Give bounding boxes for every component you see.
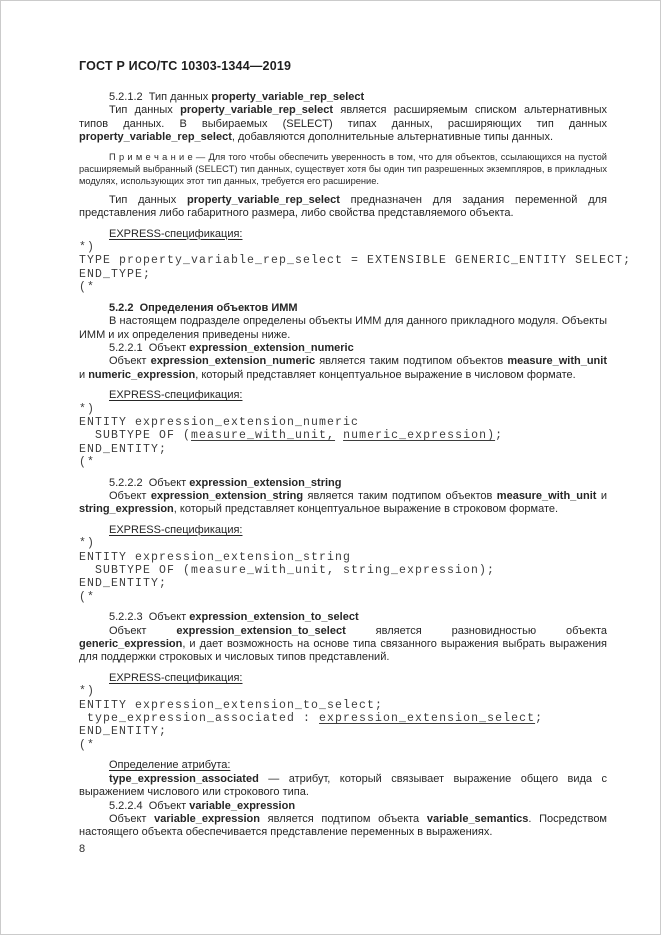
text-run: Определение атрибута:: [109, 759, 231, 772]
text-run: EXPRESS-спецификация:: [109, 227, 243, 240]
section-heading-5-2-1-2: [79, 91, 607, 104]
text-run: [335, 429, 343, 442]
text-run: В настоящем подразделе определены объекты ИММ для данного прикладного модуля. Объекты ИММ и их определения приведены ниже.: [79, 315, 607, 341]
text-run: EXPRESS-спецификация:: [109, 523, 243, 536]
text-run: expression_extension_numeric: [150, 355, 316, 368]
text-run: 5.2.2.1 Объект: [109, 341, 190, 354]
express-spec-label: [79, 672, 607, 685]
express-code-line: [79, 564, 607, 577]
text-run: (*: [79, 590, 96, 604]
text-run: SUBTYPE OF (measure_with_unit, string_expression);: [79, 564, 496, 577]
text-run: ;: [535, 712, 544, 726]
text-run: ;: [495, 429, 504, 443]
text-run: (*: [79, 281, 96, 295]
text-run: measure_with_unit: [496, 489, 597, 502]
express-code-line: [79, 429, 607, 442]
paragraph: [79, 355, 607, 382]
text-run: является расширяемым списком альтернативных типов данных. В выбираемых (SELECT) типах данных, расширяющих тип данных: [79, 104, 608, 130]
attribute-definition-label: [79, 759, 607, 772]
express-code-line: [79, 699, 607, 712]
text-run: property_variable_rep_select: [211, 91, 365, 103]
text-run: numeric_expression: [88, 368, 196, 381]
text-run: — атрибут, который связывает выражение общего вида с выражением числового или строкового типа.: [79, 772, 607, 799]
text-run: expression_extension_to_select: [176, 624, 346, 637]
express-spec-label: [79, 524, 607, 537]
text-run: string_expression: [79, 503, 174, 516]
express-code-line: [79, 416, 607, 429]
express-code-block: [79, 537, 607, 604]
text-run: , и дает возможность на основе типа связанного выражения выбрать выражения для поддержки строковых и числовых типов представлений.: [79, 638, 607, 664]
text-run: expression_extension_string: [150, 489, 304, 502]
express-code-block: [79, 241, 632, 295]
text-run: *): [79, 537, 96, 551]
text-run: EXPRESS-спецификация:: [109, 671, 243, 684]
text-run: END_ENTITY;: [79, 442, 168, 456]
text-run: generic_expression: [79, 638, 183, 651]
page-number: 8: [79, 843, 86, 855]
text-run: , который представляет концептуальное выражение в числовом формате.: [195, 368, 576, 381]
express-code-line: [79, 577, 607, 590]
text-run: Объект: [109, 489, 151, 502]
text-run: END_TYPE;: [79, 267, 152, 281]
express-code-line: [79, 456, 607, 469]
text-run: expression_extension_string: [189, 476, 342, 489]
text-run: предназначен для задания переменной для представления либо габаритного размера, либо свойства представляемого объекта.: [79, 193, 607, 220]
text-run: *): [79, 685, 96, 699]
text-run: ENTITY expression_extension_to_select;: [79, 698, 384, 712]
text-run: 5.2.2 Определения объектов ИММ: [109, 301, 298, 314]
text-run: END_ENTITY;: [79, 725, 168, 739]
express-spec-label: [79, 228, 607, 241]
text-run: является разновидностью объекта: [345, 624, 607, 637]
text-run: measure_with_unit,: [191, 429, 336, 443]
paragraph: [79, 194, 607, 221]
express-spec-label: [79, 389, 607, 402]
text-run: . Посредством настоящего объекта обеспечивается представление переменных в выражениях.: [79, 812, 607, 839]
text-run: variable_expression: [154, 812, 260, 825]
section-heading-5-2-2-2: [79, 477, 607, 490]
text-run: ENTITY expression_extension_string: [79, 550, 352, 564]
text-run: expression_extension_numeric: [189, 341, 354, 354]
text-run: type_expression_associated :: [79, 712, 320, 726]
section-heading-5-2-2-1: [79, 342, 607, 355]
text-run: Объект: [109, 624, 177, 637]
express-code-line: [79, 403, 607, 416]
express-code-line: [79, 241, 607, 254]
text-run: Объект: [109, 355, 151, 368]
express-code-line: [79, 268, 607, 281]
text-run: variable_semantics: [426, 812, 529, 825]
paragraph: [79, 813, 607, 840]
document-content: [79, 91, 632, 840]
express-code-line: [79, 551, 607, 564]
text-run: (*: [79, 456, 96, 470]
express-code-line: [79, 254, 632, 268]
text-run: SUBTYPE OF (: [79, 429, 192, 443]
text-run: property_variable_rep_select: [79, 131, 232, 144]
text-run: variable_expression: [189, 799, 296, 812]
section-heading-5-2-2-3: [79, 611, 607, 624]
paragraph: [79, 625, 607, 665]
paragraph: [79, 315, 607, 342]
text-run: numeric_expression): [343, 429, 496, 443]
text-run: property_variable_rep_select: [187, 193, 340, 206]
text-run: 5.2.2.4 Объект: [109, 799, 190, 812]
text-run: TYPE property_variable_rep_select = EXTENSIBLE GENERIC_ENTITY SELECT;: [79, 254, 632, 268]
express-code-line: [79, 725, 607, 738]
text-run: , добавляются дополнительные альтернативные типы данных.: [231, 131, 554, 144]
text-run: EXPRESS-спецификация:: [109, 389, 243, 402]
text-run: *): [79, 402, 96, 416]
text-run: *): [79, 241, 96, 255]
express-code-line: [79, 712, 607, 725]
text-run: ENTITY expression_extension_numeric: [79, 415, 360, 429]
express-code-line: [79, 591, 607, 604]
text-run: (*: [79, 738, 96, 752]
text-run: является таким подтипом объектов: [303, 489, 497, 502]
text-run: Тип данных: [109, 104, 181, 117]
express-code-line: [79, 685, 607, 698]
text-run: П р и м е ч а н и е — Для того чтобы обеспечить уверенность в том, что для объектов, ссылающихся на пустой расширяемый выбранный (SELECT) тип данных, существует хотя бы один тип разрешенных экземпляров, в прикладных модулях, использующих этот тип данных, требуется его расширение.: [79, 151, 607, 187]
note-paragraph: [79, 151, 607, 188]
text-run: type_expression_associated: [109, 772, 259, 785]
text-run: END_ENTITY;: [79, 577, 168, 591]
express-code-block: [79, 685, 607, 752]
text-run: property_variable_rep_select: [180, 104, 334, 117]
text-run: является подтипом объекта: [259, 812, 427, 825]
section-heading-5-2-2-4: [79, 800, 607, 813]
text-run: 5.2.1.2 Тип данных: [109, 91, 212, 103]
section-heading-5-2-2: [79, 302, 607, 315]
express-code-block: [79, 403, 607, 470]
express-code-line: [79, 537, 607, 550]
express-code-line: [79, 739, 607, 752]
paragraph: [79, 773, 607, 800]
express-code-line: [79, 281, 607, 294]
text-run: expression_extension_select: [319, 712, 536, 726]
text-run: expression_extension_to_select: [189, 611, 359, 624]
text-run: measure_with_unit: [507, 355, 607, 368]
standard-number: ГОСТ Р ИСО/ТС 10303-1344—2019: [79, 59, 292, 73]
text-run: , который представляет концептуальное выражение в строковом формате.: [173, 503, 559, 516]
text-run: 5.2.2.2 Объект: [109, 476, 190, 489]
paragraph: [79, 104, 607, 144]
text-run: и: [79, 368, 89, 381]
text-run: является таким подтипом объектов: [315, 355, 508, 368]
paragraph: [79, 490, 607, 517]
express-code-line: [79, 443, 607, 456]
text-run: Объект: [109, 812, 155, 825]
text-run: Тип данных: [109, 193, 187, 206]
text-run: 5.2.2.3 Объект: [109, 611, 190, 624]
text-run: и: [596, 489, 608, 502]
